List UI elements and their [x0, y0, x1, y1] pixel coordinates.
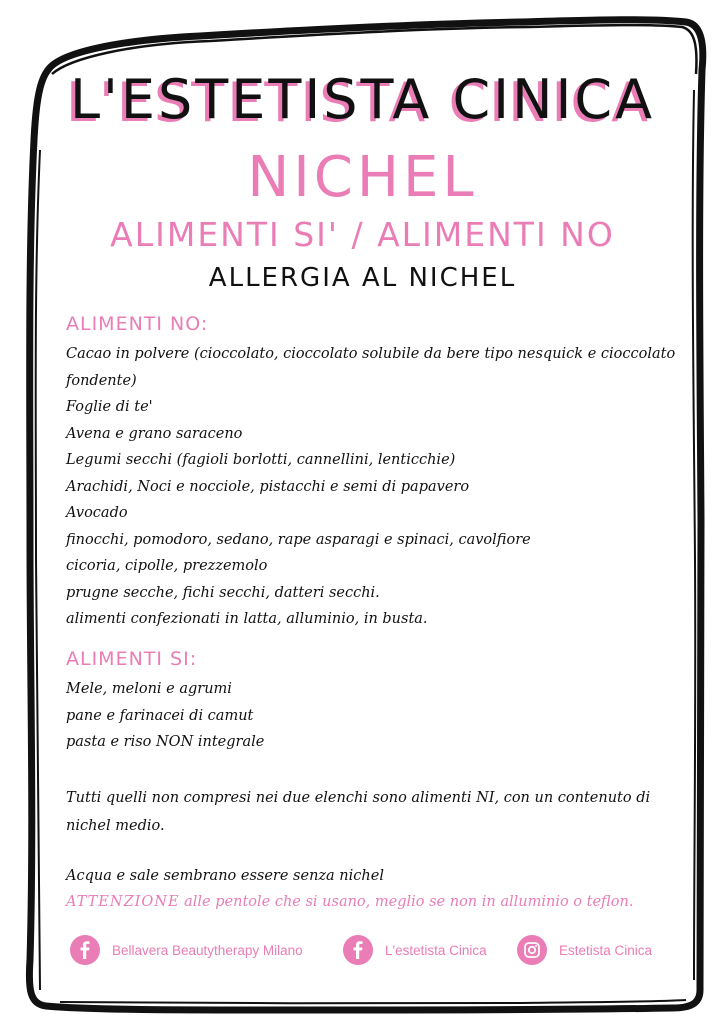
list-item: Cacao in polvere (cioccolato, cioccolato solubile da bere tipo nesquick e cioccolato fondente) — [66, 346, 676, 389]
warning-keyword: ATTENZIONE — [66, 894, 180, 910]
subject-title: NICHEL — [247, 145, 478, 210]
list-item: cicoria, cipolle, prezzemolo — [66, 558, 268, 574]
foods-yes-heading: ALIMENTI SI: — [66, 648, 198, 670]
list-item: Legumi secchi (fagioli borlotti, cannellini, lenticchie) — [66, 452, 456, 468]
list-item: prugne secche, fichi secchi, datteri secchi. — [66, 584, 380, 601]
foods-no-heading: ALIMENTI NO: — [66, 313, 209, 335]
foods-no-list — [66, 341, 676, 633]
list-item: Avena e grano saraceno — [66, 425, 243, 442]
tagline: ALLERGIA AL NICHEL — [208, 263, 517, 293]
list-item: Mele, meloni e agrumi — [66, 681, 232, 697]
brand-title: L'ESTETISTA CINICA — [69, 68, 656, 131]
foods-yes-list — [66, 676, 676, 756]
list-item: pane e farinacei di camut — [66, 707, 254, 724]
instagram-icon — [517, 935, 547, 965]
social-label: Bellavera Beautytherapy Milano — [112, 942, 303, 958]
list-item: Foglie di te' — [66, 399, 153, 415]
medium-nickel-note: Tutti quelli non compresi nei due elenchi sono alimenti NI, con un contenuto di nichel medio. — [66, 790, 651, 834]
social-label: L'estetista Cinica — [385, 942, 487, 958]
social-link-estetista-facebook[interactable] — [343, 930, 487, 970]
social-footer — [0, 930, 725, 970]
facebook-icon — [343, 935, 373, 965]
subtitle: ALIMENTI SI' / ALIMENTI NO — [110, 215, 615, 254]
list-item: Arachidi, Noci e nocciole, pistacchi e semi di papavero — [66, 478, 470, 495]
list-item: finocchi, pomodoro, sedano, rape asparagi e spinaci, cavolfiore — [66, 531, 531, 548]
social-label: Estetista Cinica — [559, 942, 653, 958]
list-item: pasta e riso NON integrale — [66, 734, 265, 750]
water-salt-note: Acqua e sale sembrano essere senza nichel — [66, 868, 384, 884]
warning-note — [66, 888, 676, 916]
facebook-icon — [70, 935, 100, 965]
social-link-estetista-instagram[interactable] — [517, 930, 652, 970]
list-item: alimenti confezionati in latta, alluminio, in busta. — [66, 611, 428, 627]
social-link-bellavera[interactable] — [70, 930, 303, 970]
list-item: Avocado — [66, 505, 128, 521]
warning-text: alle pentole che si usano, meglio se non in alluminio o teflon. — [179, 894, 634, 910]
